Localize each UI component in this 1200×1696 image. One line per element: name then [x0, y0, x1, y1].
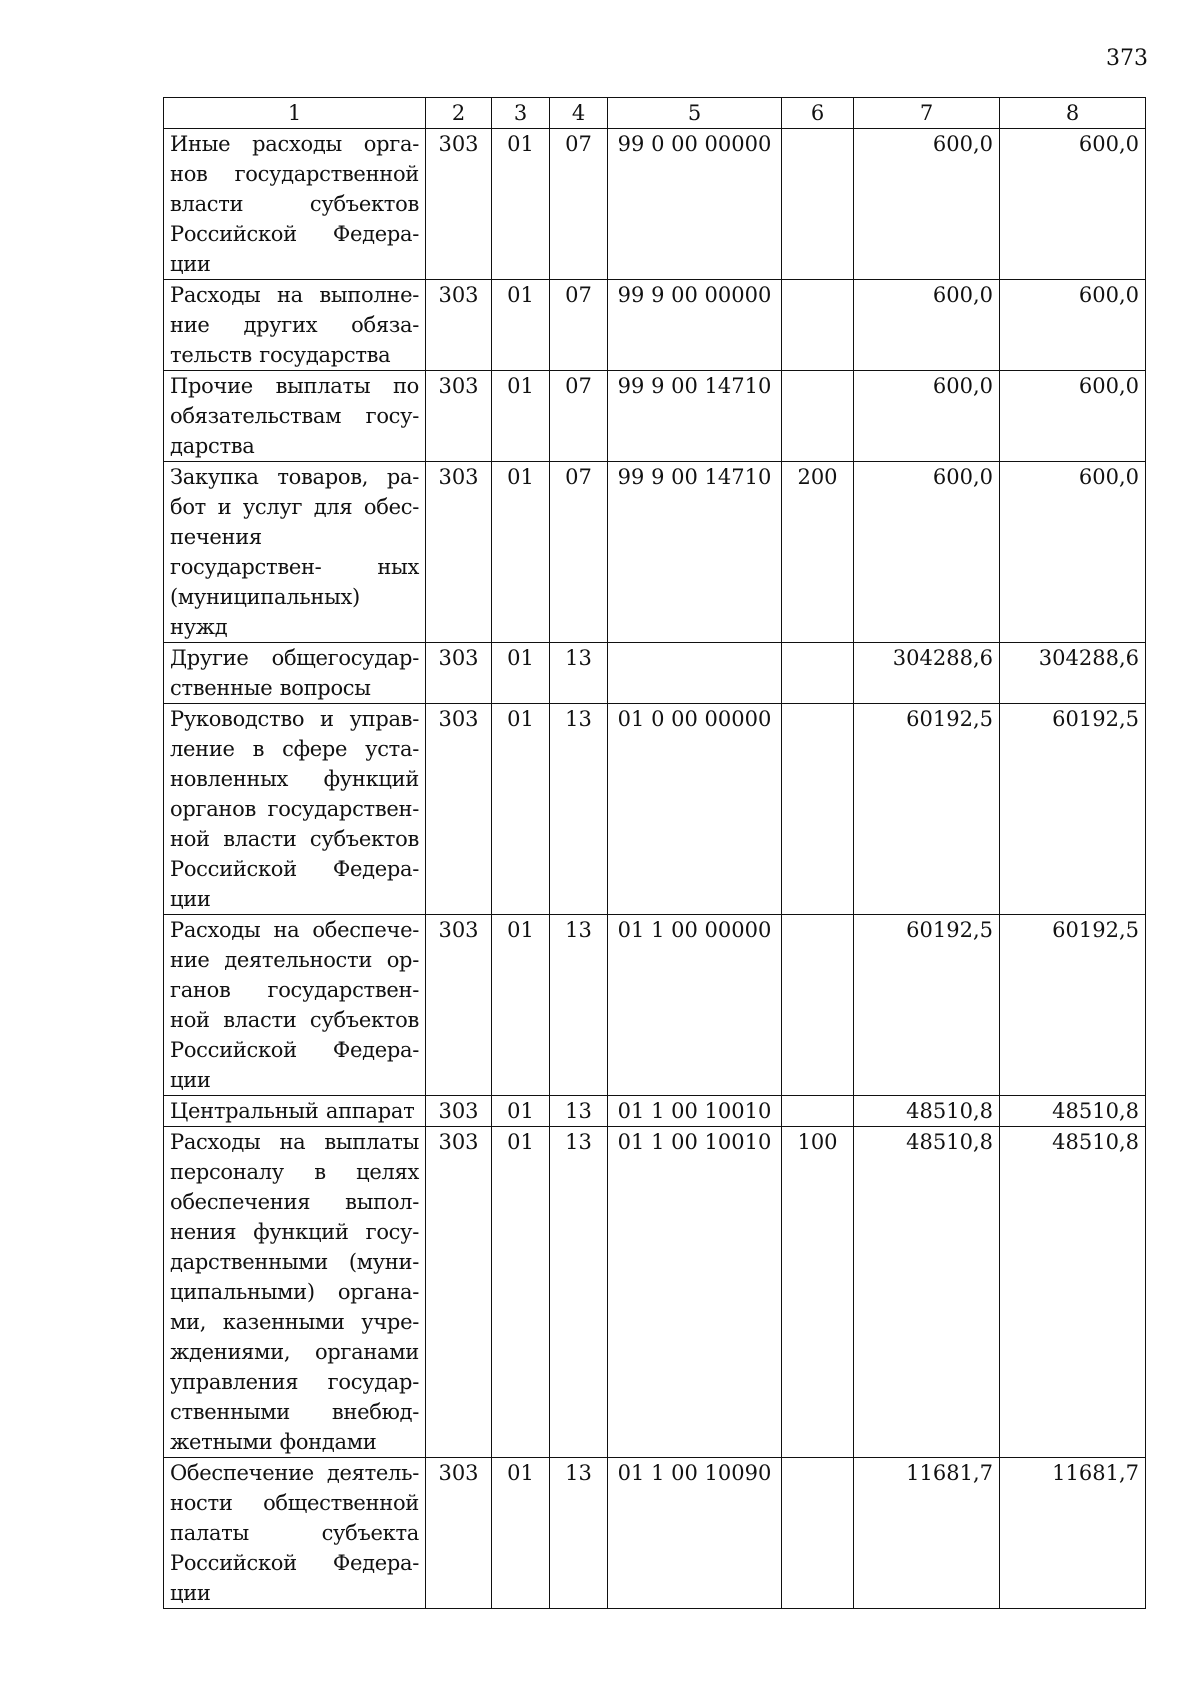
- cell-csr: 01 1 00 10010: [608, 1127, 782, 1458]
- cell-name: [164, 280, 426, 371]
- cell-name-line: ции: [170, 252, 211, 276]
- cell-name: [164, 462, 426, 643]
- cell-name: [164, 371, 426, 462]
- column-header: 5: [608, 98, 782, 129]
- cell-name-line: ной власти субъектов: [170, 1008, 419, 1032]
- cell-name-line: новленных функций: [170, 767, 419, 791]
- cell-name-line: ции: [170, 1581, 211, 1605]
- cell-name-line: печения государствен-: [170, 525, 322, 579]
- cell-name-line: ственными внебюд-: [170, 1400, 419, 1424]
- cell-rz: 01: [492, 643, 550, 704]
- cell-amount-8: 600,0: [1000, 371, 1146, 462]
- table-row: [164, 1458, 1146, 1609]
- cell-pr: 07: [550, 371, 608, 462]
- cell-name-line: Российской Федера-: [170, 222, 419, 246]
- cell-gr: 303: [426, 915, 492, 1096]
- cell-name-line: ции: [170, 1068, 211, 1092]
- table-row: [164, 280, 1146, 371]
- cell-name-line: Российской Федера-: [170, 857, 419, 881]
- cell-name-line: Другие общегосудар-: [170, 646, 419, 670]
- table-body: [164, 129, 1146, 1609]
- cell-gr: 303: [426, 462, 492, 643]
- table-row: [164, 1127, 1146, 1458]
- table-row: [164, 462, 1146, 643]
- table-row: [164, 1096, 1146, 1127]
- cell-amount-7: 600,0: [854, 462, 1000, 643]
- cell-name-line: Расходы на обеспече-: [170, 918, 419, 942]
- cell-pr: 13: [550, 1458, 608, 1609]
- cell-name-line: Обеспечение деятель-: [170, 1461, 419, 1485]
- cell-gr: 303: [426, 1096, 492, 1127]
- column-header: 3: [492, 98, 550, 129]
- cell-amount-7: 48510,8: [854, 1096, 1000, 1127]
- cell-gr: 303: [426, 371, 492, 462]
- cell-name-line: бот и услуг для обес-: [170, 495, 419, 519]
- column-header: 6: [782, 98, 854, 129]
- cell-name-line: нения функций госу-: [170, 1220, 419, 1244]
- cell-name-line: ми, казенными учре-: [170, 1310, 419, 1334]
- cell-name: [164, 1096, 426, 1127]
- cell-name-line: Центральный аппарат: [170, 1099, 415, 1123]
- cell-rz: 01: [492, 915, 550, 1096]
- table-row: [164, 371, 1146, 462]
- cell-amount-7: 11681,7: [854, 1458, 1000, 1609]
- cell-name: [164, 915, 426, 1096]
- cell-name-line: жетными фондами: [170, 1430, 377, 1454]
- cell-name-line: дарственными (муни-: [170, 1250, 419, 1274]
- cell-vr: [782, 915, 854, 1096]
- cell-rz: 01: [492, 1127, 550, 1458]
- cell-name-line: палаты субъекта: [170, 1521, 419, 1545]
- cell-name-line: ных (муниципальных): [170, 555, 419, 609]
- column-header: 1: [164, 98, 426, 129]
- cell-vr: [782, 1458, 854, 1609]
- cell-name-line: ной власти субъектов: [170, 827, 419, 851]
- cell-gr: 303: [426, 643, 492, 704]
- cell-rz: 01: [492, 129, 550, 280]
- cell-pr: 07: [550, 129, 608, 280]
- cell-amount-7: 48510,8: [854, 1127, 1000, 1458]
- budget-table: [163, 97, 1146, 1609]
- cell-rz: 01: [492, 1458, 550, 1609]
- cell-amount-8: 600,0: [1000, 462, 1146, 643]
- cell-rz: 01: [492, 462, 550, 643]
- cell-amount-8: 60192,5: [1000, 704, 1146, 915]
- cell-gr: 303: [426, 1458, 492, 1609]
- cell-name: [164, 129, 426, 280]
- column-header: 8: [1000, 98, 1146, 129]
- cell-vr: [782, 371, 854, 462]
- cell-name-line: власти субъектов: [170, 192, 419, 216]
- cell-amount-8: 11681,7: [1000, 1458, 1146, 1609]
- cell-vr: 200: [782, 462, 854, 643]
- cell-pr: 13: [550, 643, 608, 704]
- column-header: 7: [854, 98, 1000, 129]
- cell-name-line: Расходы на выполне-: [170, 283, 419, 307]
- page-number: 373: [1106, 46, 1148, 71]
- cell-name-line: Российской Федера-: [170, 1038, 419, 1062]
- cell-name-line: ности общественной: [170, 1491, 419, 1515]
- cell-rz: 01: [492, 704, 550, 915]
- cell-pr: 13: [550, 704, 608, 915]
- cell-name-line: обеспечения выпол-: [170, 1190, 419, 1214]
- cell-name-line: Иные расходы орга-: [170, 132, 419, 156]
- cell-vr: [782, 643, 854, 704]
- cell-gr: 303: [426, 704, 492, 915]
- cell-rz: 01: [492, 1096, 550, 1127]
- cell-amount-8: 304288,6: [1000, 643, 1146, 704]
- cell-name: [164, 1458, 426, 1609]
- cell-amount-8: 60192,5: [1000, 915, 1146, 1096]
- cell-amount-7: 60192,5: [854, 915, 1000, 1096]
- cell-name-line: ганов государствен-: [170, 978, 419, 1002]
- cell-name-line: ние других обяза-: [170, 313, 419, 337]
- cell-amount-8: 600,0: [1000, 280, 1146, 371]
- cell-pr: 07: [550, 462, 608, 643]
- cell-csr: 99 9 00 00000: [608, 280, 782, 371]
- cell-name: [164, 704, 426, 915]
- cell-csr: 01 1 00 10010: [608, 1096, 782, 1127]
- cell-amount-8: 600,0: [1000, 129, 1146, 280]
- cell-name: [164, 1127, 426, 1458]
- cell-name-line: Российской Федера-: [170, 1551, 419, 1575]
- header-row: [164, 98, 1146, 129]
- cell-rz: 01: [492, 280, 550, 371]
- cell-name-line: ственные вопросы: [170, 676, 371, 700]
- cell-name-line: ципальными) органа-: [170, 1280, 419, 1304]
- cell-amount-7: 600,0: [854, 371, 1000, 462]
- table-row: [164, 704, 1146, 915]
- cell-amount-8: 48510,8: [1000, 1127, 1146, 1458]
- cell-pr: 13: [550, 915, 608, 1096]
- cell-name-line: Расходы на выплаты: [170, 1130, 419, 1154]
- cell-csr: 99 9 00 14710: [608, 371, 782, 462]
- cell-amount-7: 304288,6: [854, 643, 1000, 704]
- cell-vr: [782, 129, 854, 280]
- cell-amount-7: 600,0: [854, 129, 1000, 280]
- cell-name-line: органов государствен-: [170, 797, 419, 821]
- cell-rz: 01: [492, 371, 550, 462]
- cell-name-line: ние деятельности ор-: [170, 948, 419, 972]
- cell-name-line: ждениями, органами: [170, 1340, 419, 1364]
- cell-gr: 303: [426, 1127, 492, 1458]
- cell-name-line: дарства: [170, 434, 255, 458]
- column-header: 4: [550, 98, 608, 129]
- cell-name-line: нужд: [170, 615, 228, 639]
- cell-name-line: тельств государства: [170, 343, 391, 367]
- cell-amount-7: 600,0: [854, 280, 1000, 371]
- cell-gr: 303: [426, 280, 492, 371]
- cell-csr: 01 0 00 00000: [608, 704, 782, 915]
- cell-name: [164, 643, 426, 704]
- cell-csr: 99 0 00 00000: [608, 129, 782, 280]
- cell-name-line: персоналу в целях: [170, 1160, 419, 1184]
- cell-name-line: ции: [170, 887, 211, 911]
- cell-pr: 07: [550, 280, 608, 371]
- cell-vr: [782, 280, 854, 371]
- table-row: [164, 915, 1146, 1096]
- cell-csr: 01 1 00 10090: [608, 1458, 782, 1609]
- cell-gr: 303: [426, 129, 492, 280]
- cell-csr: 01 1 00 00000: [608, 915, 782, 1096]
- cell-amount-8: 48510,8: [1000, 1096, 1146, 1127]
- table-row: [164, 643, 1146, 704]
- column-header: 2: [426, 98, 492, 129]
- cell-name-line: обязательствам госу-: [170, 404, 419, 428]
- cell-name-line: Закупка товаров, ра-: [170, 465, 419, 489]
- cell-pr: 13: [550, 1096, 608, 1127]
- cell-name-line: нов государственной: [170, 162, 419, 186]
- cell-vr: [782, 704, 854, 915]
- cell-pr: 13: [550, 1127, 608, 1458]
- cell-name-line: управления государ-: [170, 1370, 419, 1394]
- cell-csr: 99 9 00 14710: [608, 462, 782, 643]
- cell-name-line: Руководство и управ-: [170, 707, 419, 731]
- cell-amount-7: 60192,5: [854, 704, 1000, 915]
- cell-csr: [608, 643, 782, 704]
- table-row: [164, 129, 1146, 280]
- cell-name-line: ление в сфере уста-: [170, 737, 419, 761]
- cell-name-line: Прочие выплаты по: [170, 374, 419, 398]
- cell-vr: [782, 1096, 854, 1127]
- cell-vr: 100: [782, 1127, 854, 1458]
